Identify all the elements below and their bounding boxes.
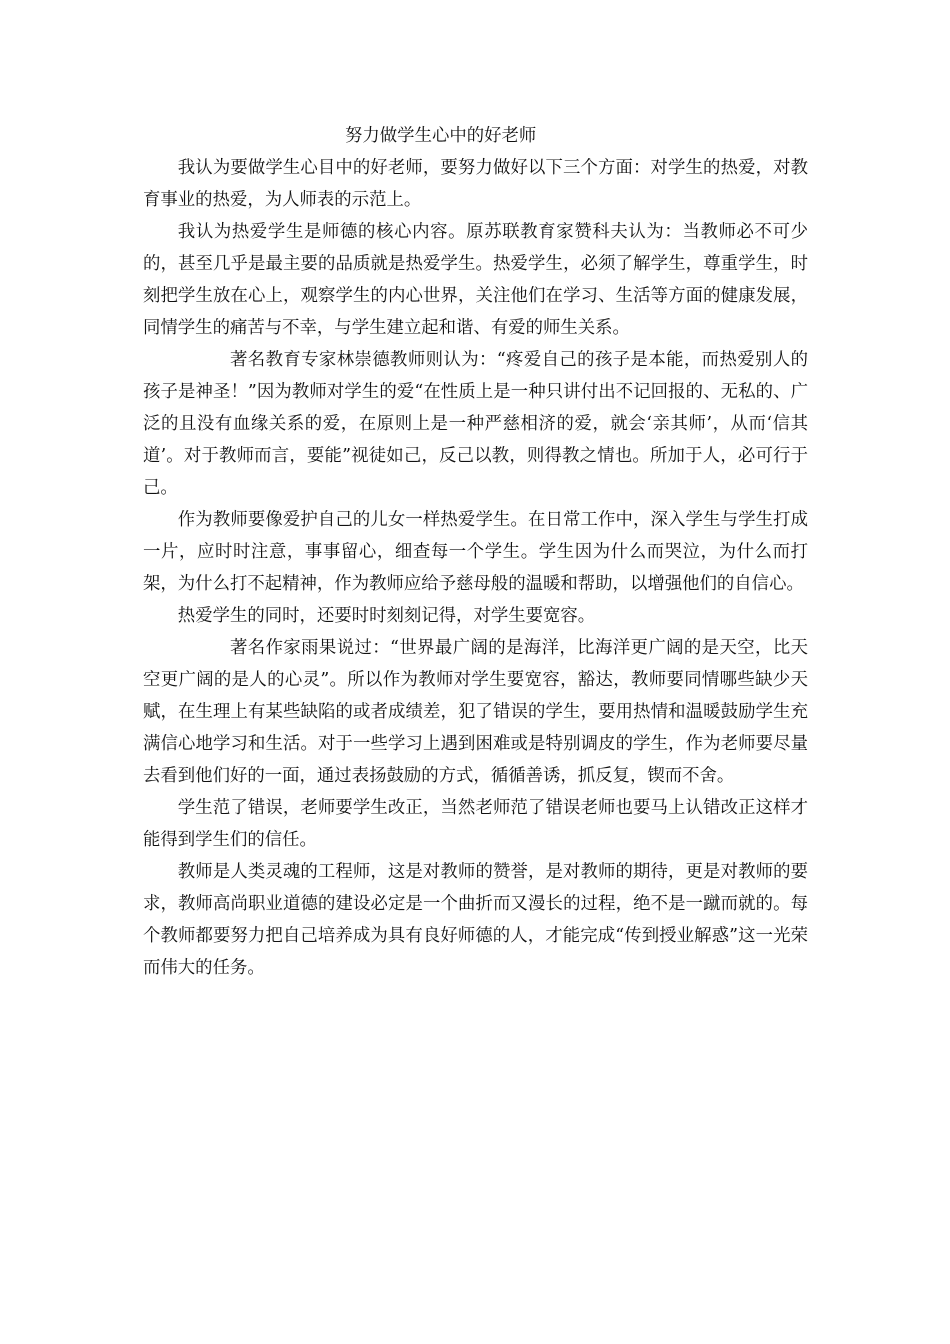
paragraph-7: 学生范了错误，老师要学生改正，当然老师范了错误老师也要马上认错改正这样才能得到学生们的信任。: [143, 798, 808, 850]
document-title: 努力做学生心中的好老师: [345, 126, 537, 146]
paragraph-4: 作为教师要像爱护自己的儿女一样热爱学生。在日常工作中，深入学生与学生打成一片，应时时注意，事事留心，细查每一个学生。学生因为什么而哭泣，为什么而打架，为什么打不起精神，作为教师应给予慈母般的温暖和帮助，以增强他们的自信心。: [143, 510, 808, 594]
paragraph-5: 热爱学生的同时，还要时时刻刻记得，对学生要宽容。: [177, 606, 596, 626]
document-body: [143, 120, 808, 984]
paragraph-3: 著名教育专家林崇德教师则认为：“疼爱自己的孩子是本能，而热爱别人的孩子是神圣！”因为教师对学生的爱“在性质上是一种只讲付出不记回报的、无私的、广泛的且没有血缘关系的爱，在原则上是一种严慈相济的爱，就会‘亲其师’，从而‘信其道’。对于教师而言，要能”视徒如己，反己以教，则得教之情也。所加于人，必可行于己。: [143, 350, 808, 498]
paragraph-8: 教师是人类灵魂的工程师，这是对教师的赞誉，是对教师的期待，更是对教师的要求，教师高尚职业道德的建设必定是一个曲折而又漫长的过程，绝不是一蹴而就的。每个教师都要努力把自己培养成为具有良好师德的人，才能完成“传到授业解惑”这一光荣而伟大的任务。: [143, 862, 808, 978]
paragraph-2: 我认为热爱学生是师德的核心内容。原苏联教育家赞科夫认为：当教师必不可少的，甚至几乎是最主要的品质就是热爱学生。热爱学生，必须了解学生，尊重学生，时刻把学生放在心上，观察学生的内心世界，关注他们在学习、生活等方面的健康发展，同情学生的痛苦与不幸，与学生建立起和谐、有爱的师生关系。: [143, 222, 808, 338]
paragraph-1: 我认为要做学生心目中的好老师，要努力做好以下三个方面：对学生的热爱，对教育事业的热爱，为人师表的示范上。: [143, 158, 808, 210]
paragraph-6: 著名作家雨果说过：“世界最广阔的是海洋，比海洋更广阔的是天空，比天空更广阔的是人的心灵”。所以作为教师对学生要宽容，豁达，教师要同情哪些缺少天赋，在生理上有某些缺陷的或者成绩差，犯了错误的学生，要用热情和温暖鼓励学生充满信心地学习和生活。对于一些学习上遇到困难或是特别调皮的学生，作为老师要尽量去看到他们好的一面，通过表扬鼓励的方式，循循善诱，抓反复，锲而不舍。: [143, 638, 808, 786]
